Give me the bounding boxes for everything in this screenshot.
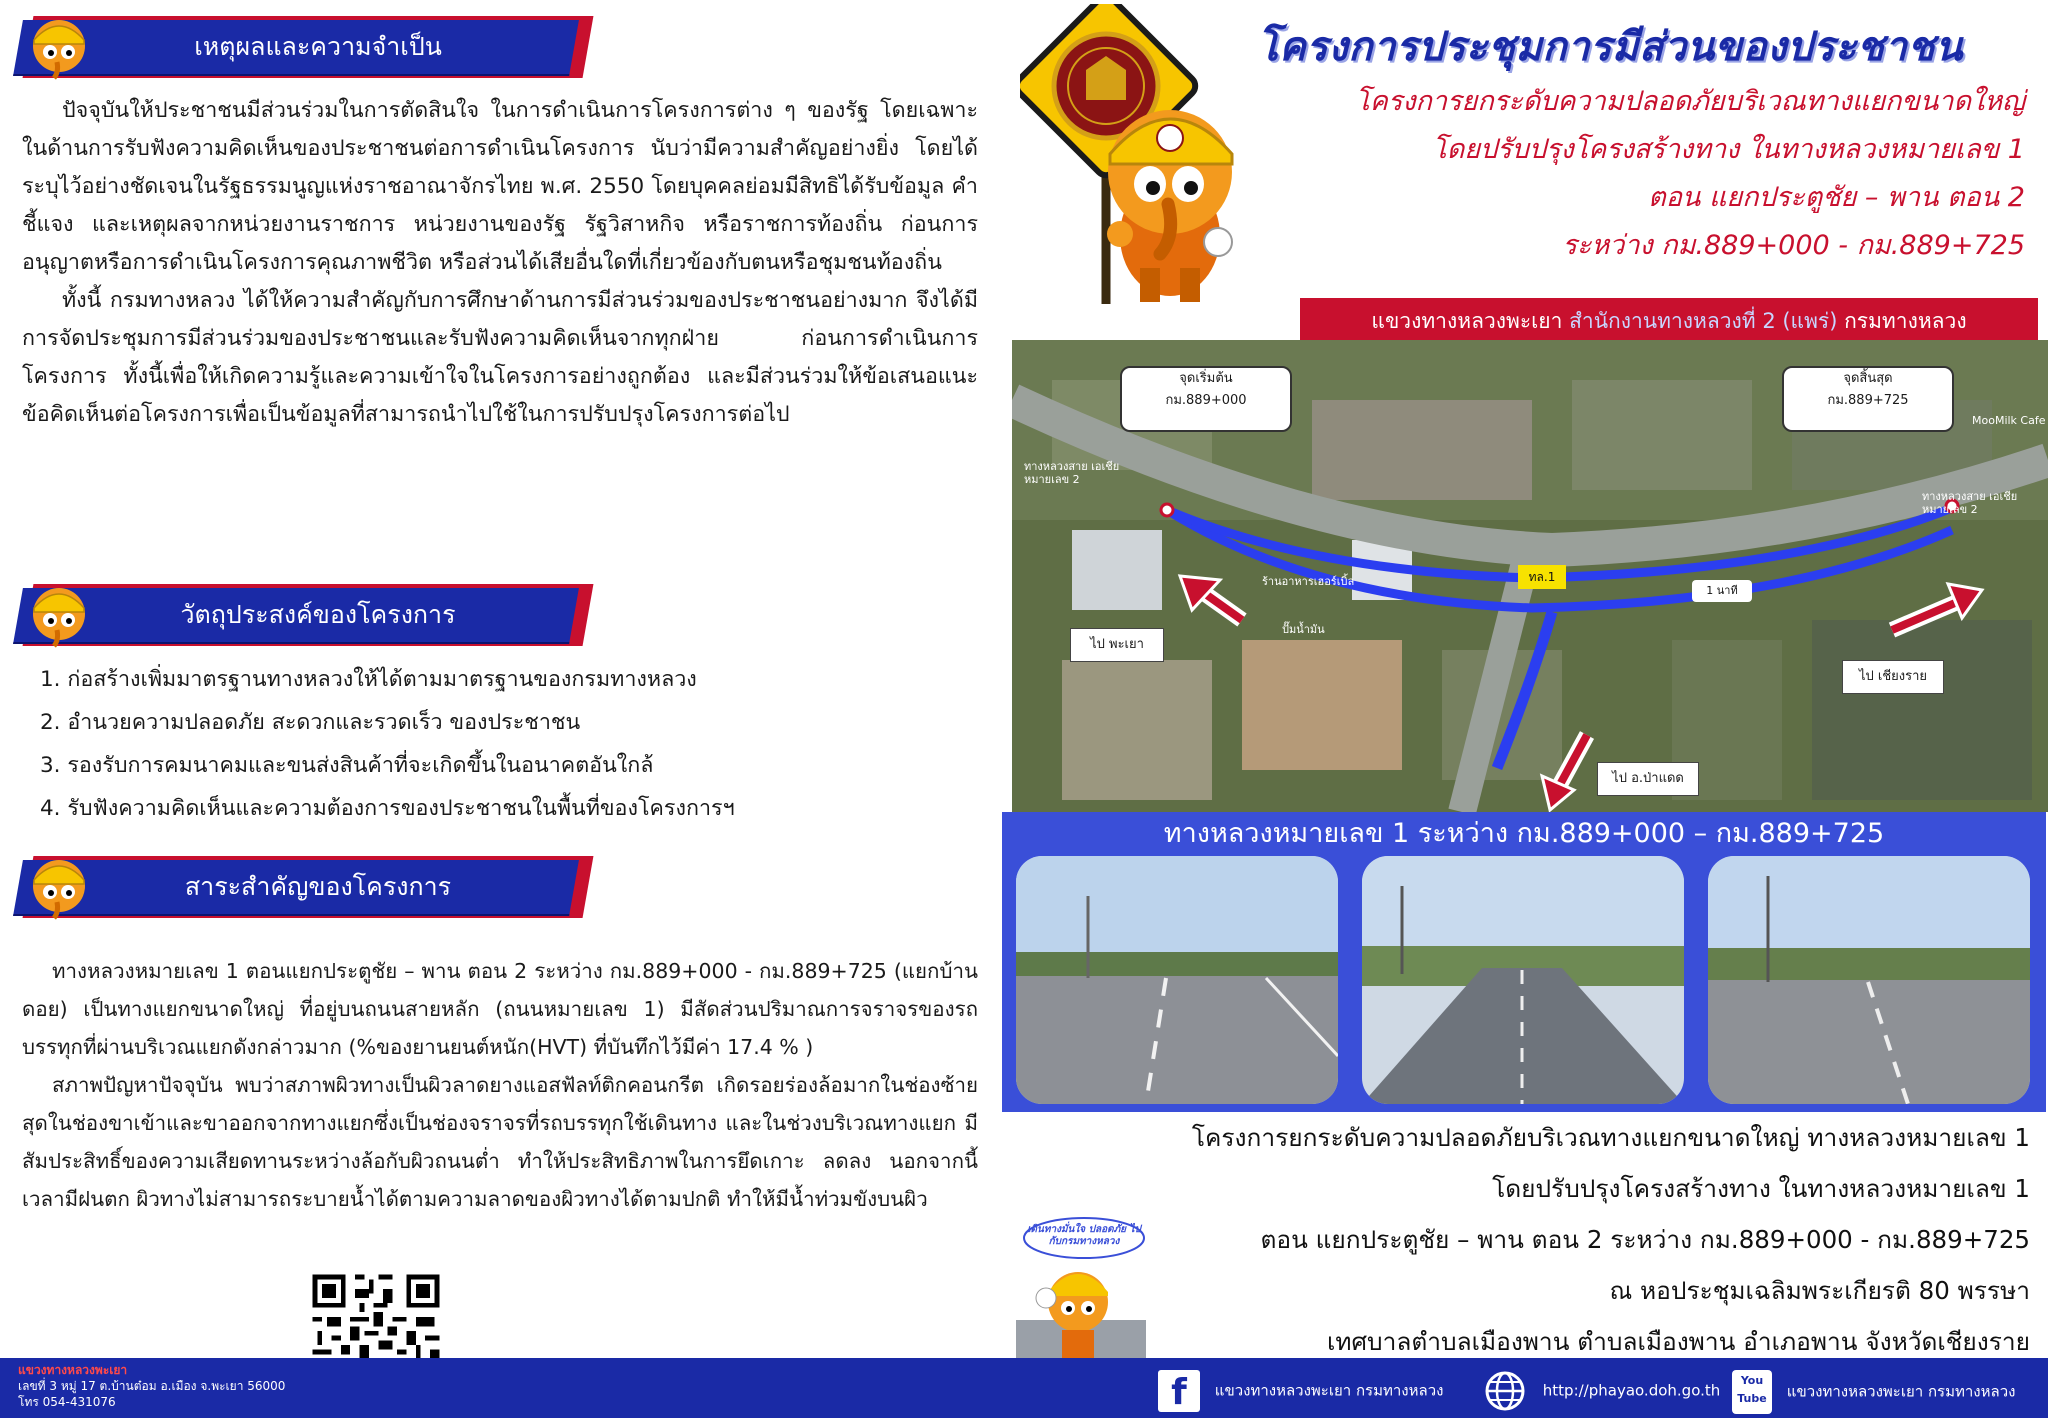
section-title: สาระสำคัญของโครงการ: [184, 872, 452, 901]
road-photo-image: [1708, 856, 2030, 1104]
essence-paragraph-1: ทางหลวงหมายเลข 1 ตอนแยกประตูชัย – พาน ตอน 2 ระหว่าง กม.889+000 - กม.889+725 (แยกบ้านดอย) เป็นทางแยกขนาดใหญ่ ที่อยู่บนถนนสายหลัก (ถนนหมายเลข 1) มีสัดส่วนปริมาณการจราจรของรถบรรทุกที่ผ่านบริเวณแยกดังกล่าวมาก (%ของยานยนต์หนัก(HVT) ที่บันทึกไว้มีค่า 17.4 % ): [22, 959, 978, 1059]
subtitle-line: ตอน แยกประตูชัย – พาน ตอน 2: [1648, 182, 2025, 213]
agency-department: กรมทางหลวง: [1844, 309, 1967, 333]
agency-office: สำนักงานทางหลวงที่ 2 (แพร่): [1569, 309, 1838, 333]
end-point-title: จุดสิ้นสุด: [1843, 371, 1893, 386]
reasons-text: [22, 92, 978, 434]
section-title: เหตุผลและความจำเป็น: [194, 32, 442, 61]
mascot-icon: [24, 10, 94, 84]
facebook-icon: f: [1158, 1370, 1200, 1412]
project-subtitle: [1100, 78, 2025, 270]
facebook-link[interactable]: [1158, 1370, 1444, 1413]
reasons-paragraph-1: ปัจจุบันให้ประชาชนมีส่วนร่วมในการตัดสินใจ ในการดำเนินการโครงการต่าง ๆ ของรัฐ โดยเฉพาะในด้านการรับฟังความคิดเห็นของประชาชนต่อการดำเนินโครงการ นับว่ามีความสำคัญอย่างยิ่ง โดยได้ระบุไว้อย่างชัดเจนในรัฐธรรมนูญแห่งราชอาณาจักรไทย พ.ศ. 2550 โดยบุคคลย่อมมีสิทธิได้รับข้อมูล คำชี้แจง และเหตุผลจากหน่วยงานราชการ หน่วยงานของรัฐ รัฐวิสาหกิจ หรือราชการท้องถิ่น ก่อนการอนุญาตหรือการดำเนินโครงการคุณภาพชีวิต หรือส่วนได้เสียอื่นใดที่เกี่ยวข้องกับตนหรือชุมชนท้องถิ่น: [22, 98, 978, 275]
map-poi-label: ปั๊มน้ำมัน: [1282, 623, 1325, 636]
list-item: 2. อำนวยความปลอดภัย สะดวกและรวดเร็ว ของประชาชน: [40, 710, 581, 735]
meeting-info: [1080, 1112, 2030, 1367]
agency-bar: [1300, 298, 2038, 344]
road-photo-image: [1016, 856, 1338, 1104]
footer-phone: โทร 054-431076: [18, 1395, 116, 1409]
page-title: โครงการประชุมการมีส่วนของประชาชน: [1257, 24, 1963, 70]
map-poi-label: ทางหลวงสาย เอเชียหมายเลข 2: [1922, 490, 2018, 516]
agency-district: แขวงทางหลวงพะเยา: [1371, 309, 1563, 333]
road-photo[interactable]: [1016, 856, 1338, 1104]
info-line: โดยปรับปรุงโครงสร้างทาง ในทางหลวงหมายเลข 1: [1492, 1174, 2030, 1203]
website-label: http://phayao.doh.go.th: [1542, 1381, 1721, 1400]
website-link[interactable]: [1484, 1370, 1720, 1410]
list-item: 1. ก่อสร้างเพิ่มมาตรฐานทางหลวงให้ได้ตามมาตรฐานของกรมทางหลวง: [40, 667, 697, 692]
end-point-callout: [1782, 366, 1954, 432]
list-item: 3. รองรับการคมนาคมและขนส่งสินค้าที่จะเกิดขึ้นในอนาคตอันใกล้: [40, 753, 654, 778]
safety-slogan: เดินทางมั่นใจ ปลอดภัย ไปกับกรมทางหลวง: [1027, 1224, 1141, 1247]
objectives-list: [40, 658, 735, 830]
subtitle-line: ระหว่าง กม.889+000 - กม.889+725: [1562, 230, 2025, 261]
youtube-icon: You Tube: [1732, 1370, 1772, 1414]
start-point-km: กม.889+000: [1165, 393, 1247, 408]
section-banner-reasons: [18, 16, 578, 78]
info-line: ณ หอประชุมเฉลิมพระเกียรติ 80 พรรษา: [1609, 1276, 2030, 1305]
mascot-icon: [24, 850, 94, 924]
direction-label-phayao: ไป พะเยา: [1070, 628, 1164, 662]
project-map[interactable]: [1012, 340, 2048, 812]
section-banner-objectives: [18, 584, 578, 646]
photo-band: [1002, 812, 2046, 1112]
info-line: เทศบาลตำบลเมืองพาน ตำบลเมืองพาน อำเภอพาน จังหวัดเชียงราย: [1326, 1327, 2030, 1356]
footer-address: เลขที่ 3 หมู่ 17 ต.บ้านต๋อม อ.เมือง จ.พะเยา 56000: [18, 1379, 286, 1393]
subtitle-line: โดยปรับปรุงโครงสร้างทาง ในทางหลวงหมายเลข 1: [1432, 134, 2025, 165]
photo-band-title: ทางหลวงหมายเลข 1 ระหว่าง กม.889+000 – กม.889+725: [1163, 818, 1885, 849]
essence-paragraph-2: สภาพปัญหาปัจจุบัน พบว่าสภาพผิวทางเป็นผิวลาดยางแอสฟัลท์ติกคอนกรีต เกิดรอยร่องล้อมากในช่องซ้ายสุดในช่องขาเข้าและขาออกจากทางแยกซึ่งเป็นช่องจราจรที่รถบรรทุกใช้เดินทาง และในช่วงบริเวณทางแยก มีสัมประสิทธิ์ของความเสียดทานระหว่างล้อกับผิวถนนต่ำ ทำให้ประสิทธิภาพในการยึดเกาะ ลดลง นอกจากนี้เวลามีฝนตก ผิวทางไม่สามารถระบายน้ำได้ตามความลาดของผิวทางได้ตามปกติ ทำให้มีน้ำท่วมขังบนผิว: [22, 1073, 978, 1211]
highway-number-tag: ทล.1: [1518, 565, 1566, 589]
footer-org: แขวงทางหลวงพะเยา: [18, 1363, 128, 1377]
essence-text: [22, 952, 978, 1218]
info-line: โครงการยกระดับความปลอดภัยบริเวณทางแยกขนาดใหญ่ ทางหลวงหมายเลข 1: [1191, 1123, 2030, 1152]
map-poi-label: ทางหลวงสาย เอเชียหมายเลข 2: [1024, 460, 1120, 486]
youtube-link[interactable]: [1732, 1370, 2015, 1410]
bus-time-tag: 1 นาที: [1692, 580, 1752, 602]
section-banner-essence: [18, 856, 578, 918]
mascot-icon: [24, 578, 94, 652]
footer-contact: [18, 1362, 285, 1410]
direction-label-padaet: ไป อ.ป่าแดด: [1597, 762, 1699, 796]
road-photo-image: [1362, 856, 1684, 1104]
start-point-title: จุดเริ่มต้น: [1179, 371, 1233, 386]
subtitle-line: โครงการยกระดับความปลอดภัยบริเวณทางแยกขนาดใหญ่: [1355, 86, 2025, 117]
info-line: ตอน แยกประตูชัย – พาน ตอน 2 ระหว่าง กม.889+000 - กม.889+725: [1260, 1225, 2030, 1254]
end-point-km: กม.889+725: [1827, 393, 1909, 408]
reasons-paragraph-2: ทั้งนี้ กรมทางหลวง ได้ให้ความสำคัญกับการศึกษาด้านการมีส่วนร่วมของประชาชนอย่างมาก จึงได้มีการจัดประชุมการมีส่วนร่วมของประชาชนและรับฟังความคิดเห็นจากทุกฝ่าย ก่อนการดำเนินการโครงการ ทั้งนี้เพื่อให้เกิดความรู้และความเข้าใจในโครงการอย่างถูกต้อง และมีส่วนร่วมให้ข้อเสนอแนะ ข้อคิดเห็นต่อโครงการเพื่อเป็นข้อมูลที่สามารถนำไปใช้ในการปรับปรุงโครงการต่อไป: [22, 288, 978, 427]
list-item: 4. รับฟังความคิดเห็นและความต้องการของประชาชนในพื้นที่ของโครงการฯ: [40, 796, 735, 821]
map-poi-label: MooMilk Cafe: [1972, 414, 2046, 427]
start-point-callout: [1120, 366, 1292, 432]
road-photo[interactable]: [1708, 856, 2030, 1104]
youtube-label: แขวงทางหลวงพะเยา กรมทางหลวง: [1786, 1382, 2016, 1401]
direction-label-chiangrai: ไป เชียงราย: [1842, 660, 1944, 694]
facebook-label: แขวงทางหลวงพะเยา กรมทางหลวง: [1214, 1381, 1444, 1400]
section-title: วัตถุประสงค์ของโครงการ: [180, 600, 456, 629]
road-photo[interactable]: [1362, 856, 1684, 1104]
globe-icon: [1484, 1370, 1526, 1412]
map-poi-label: ร้านอาหารเฮอร์เบิ้ล: [1262, 575, 1355, 588]
